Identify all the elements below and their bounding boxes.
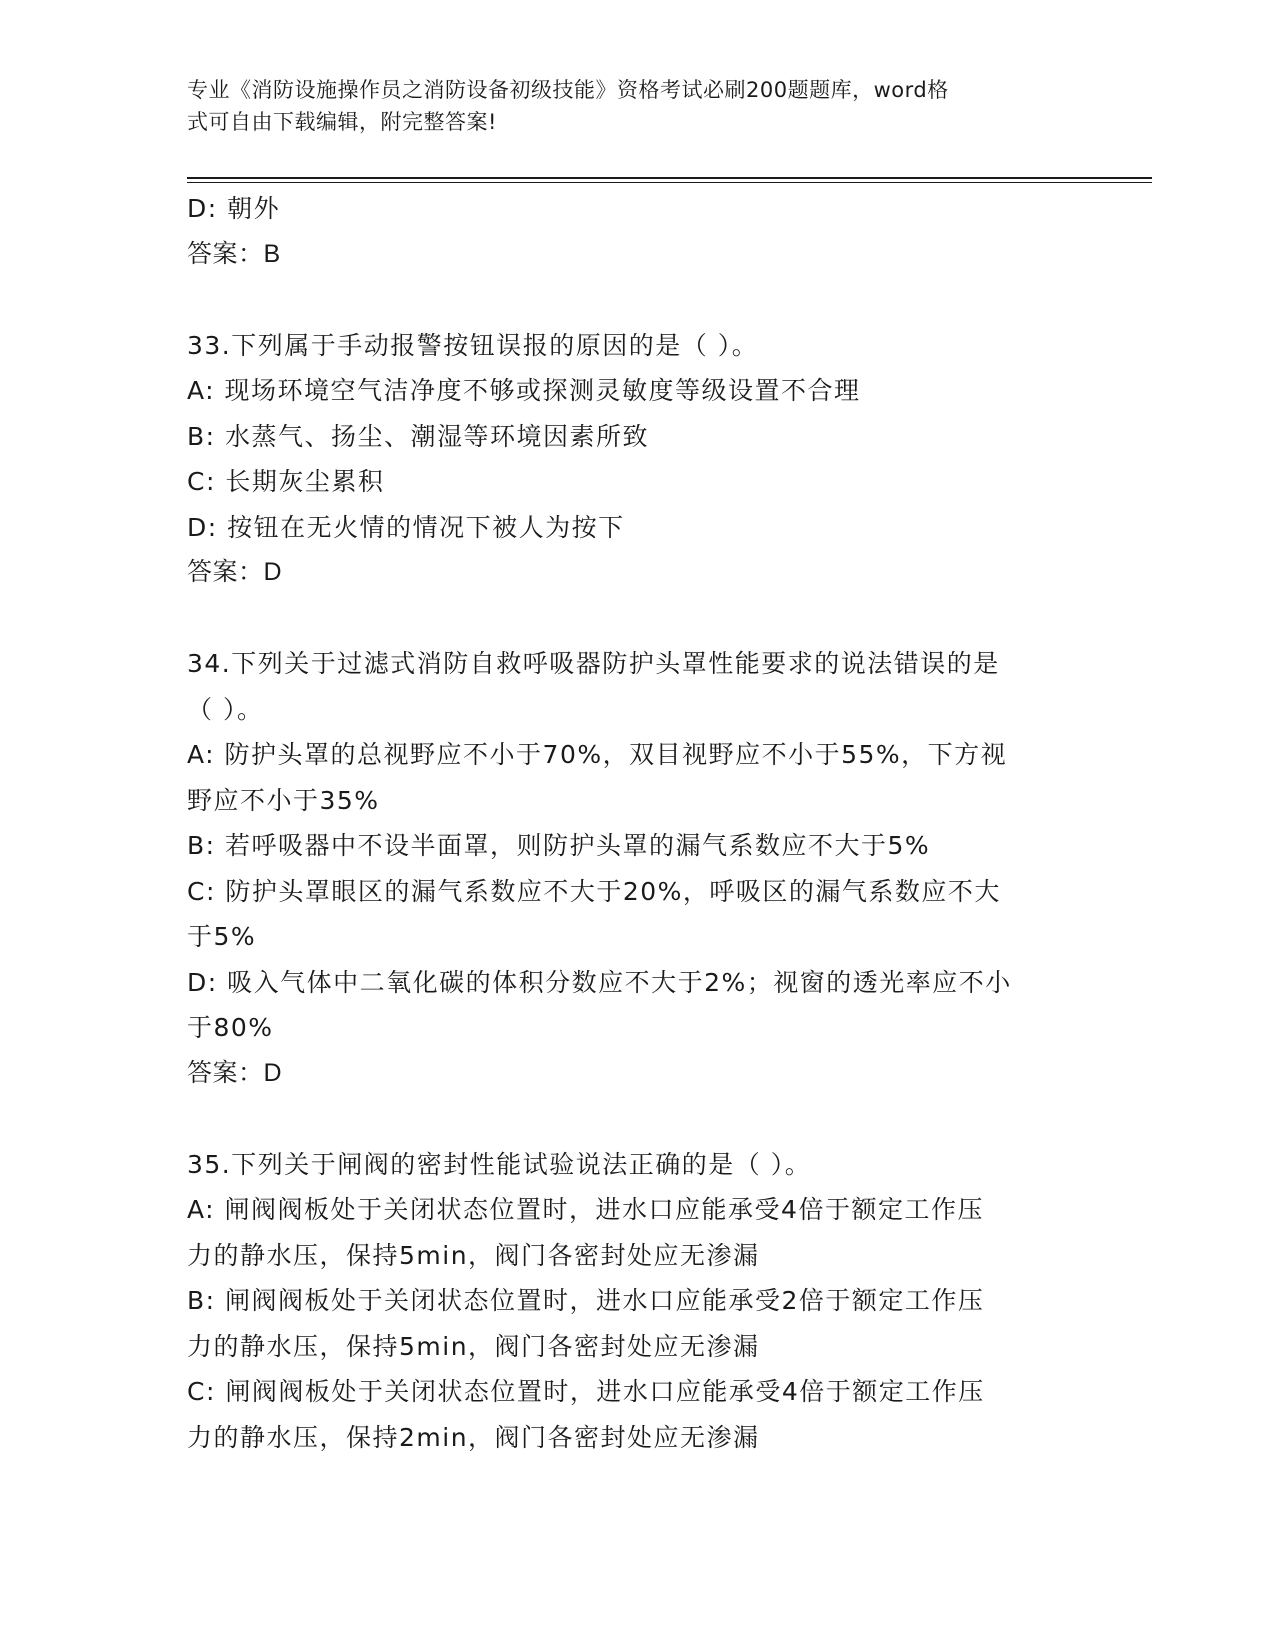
q34-option-c-line-2: 于5% (187, 922, 257, 951)
q33-option-a: A: 现场环境空气洁净度不够或探测灵敏度等级设置不合理 (187, 376, 861, 405)
q35-option-b-line-1: B: 闸阀阀板处于关闭状态位置时，进水口应能承受2倍于额定工作压 (187, 1286, 985, 1315)
q34-answer: 答案：D (187, 1058, 283, 1087)
spacer (187, 596, 1087, 642)
q35-option-c-line-2: 力的静水压，保持2min，阀门各密封处应无渗漏 (187, 1422, 760, 1452)
q33-option-c: C: 长期灰尘累积 (187, 467, 385, 496)
q33-option-b: B: 水蒸气、扬尘、潮湿等环境因素所致 (187, 421, 650, 451)
document-header (187, 74, 1067, 138)
q34-option-a-line-1: A: 防护头罩的总视野应不小于70%，双目视野应不小于55%，下方视 (187, 740, 1008, 769)
question-33 (187, 323, 1087, 596)
prev-option-d: D: 朝外 (187, 194, 281, 223)
q34-stem-line-1: 34.下列关于过滤式消防自救呼吸器防护头罩性能要求的说法错误的是 (187, 649, 1000, 678)
spacer (187, 1096, 1087, 1142)
header-divider-thick (187, 177, 1152, 179)
q34-option-a-line-2: 野应不小于35% (187, 785, 380, 815)
prev-answer: 答案：B (187, 239, 281, 268)
q34-option-b: B: 若呼吸器中不设半面罩，则防护头罩的漏气系数应不大于5% (187, 831, 931, 860)
header-divider-thin (187, 182, 1152, 183)
q33-option-d: D: 按钮在无火情的情况下被人为按下 (187, 512, 625, 542)
q34-option-d-line-2: 于80% (187, 1013, 274, 1042)
question-content (187, 186, 1087, 1460)
q35-option-c-line-1: C: 闸阀阀板处于关闭状态位置时，进水口应能承受4倍于额定工作压 (187, 1377, 985, 1406)
header-line-2: 式可自由下载编辑，附完整答案! (187, 110, 497, 134)
q34-stem-line-2: （ ）。 (187, 694, 264, 724)
question-34 (187, 641, 1087, 1096)
q35-option-a-line-1: A: 闸阀阀板处于关闭状态位置时，进水口应能承受4倍于额定工作压 (187, 1195, 984, 1224)
q34-option-d-line-1: D: 吸入气体中二氧化碳的体积分数应不大于2%；视窗的透光率应不小 (187, 967, 1012, 997)
q35-option-a-line-2: 力的静水压，保持5min，阀门各密封处应无渗漏 (187, 1240, 760, 1270)
q33-answer: 答案：D (187, 558, 283, 586)
question-35 (187, 1142, 1087, 1461)
spacer (187, 277, 1087, 323)
q35-option-b-line-2: 力的静水压，保持5min，阀门各密封处应无渗漏 (187, 1331, 760, 1361)
q33-stem: 33.下列属于手动报警按钮误报的原因的是（ ）。 (187, 330, 759, 360)
q35-stem: 35.下列关于闸阀的密封性能试验说法正确的是（ ）。 (187, 1149, 812, 1179)
q34-option-c-line-1: C: 防护头罩眼区的漏气系数应不大于20%，呼吸区的漏气系数应不大 (187, 876, 1001, 906)
header-line-1: 专业《消防设施操作员之消防设备初级技能》资格考试必刷200题题库，word格 (187, 78, 949, 102)
